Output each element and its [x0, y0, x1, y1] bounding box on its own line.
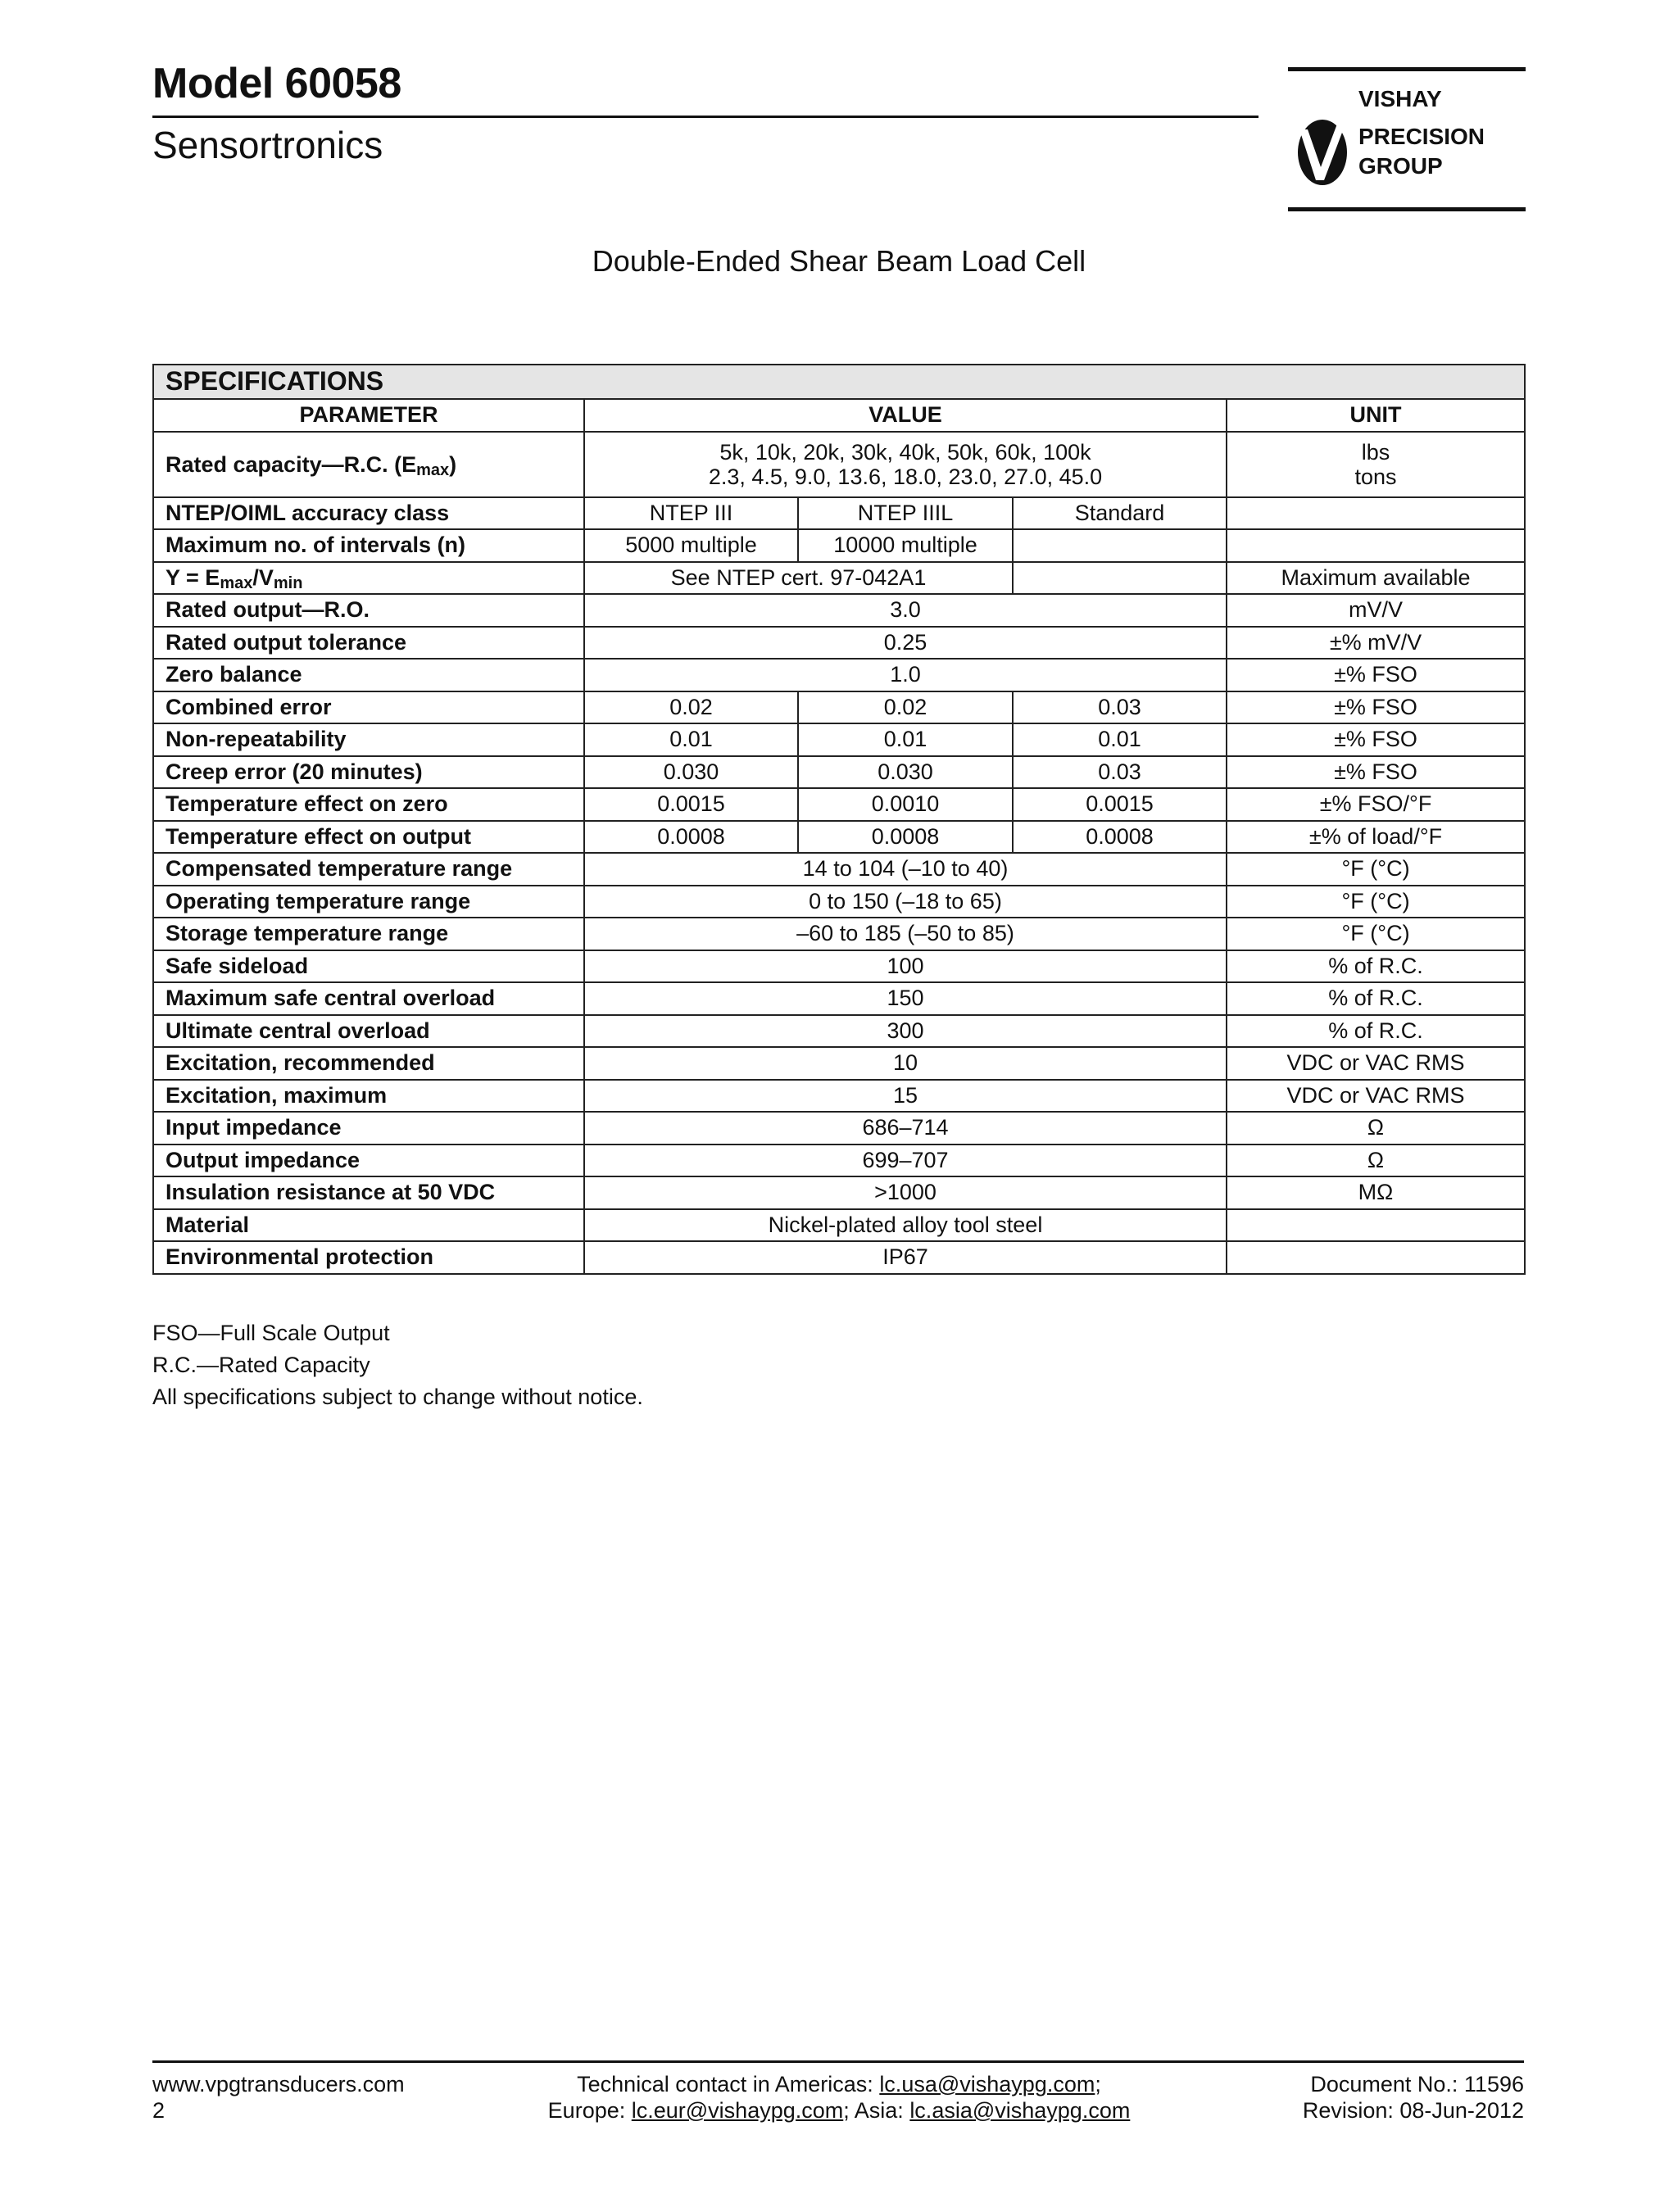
revision-date: Revision: 08-Jun-2012 — [1302, 2098, 1524, 2123]
param-cell: Insulation resistance at 50 VDC — [153, 1176, 584, 1209]
logo-word-precision: PRECISION — [1358, 124, 1485, 149]
table-row-safe-sideload — [153, 950, 1525, 983]
unit-line-tons: tons — [1354, 464, 1397, 489]
value-cell-ntep: See NTEP cert. 97-042A1 — [584, 562, 1013, 595]
param-cell: Input impedance — [153, 1112, 584, 1145]
unit-cell: VDC or VAC RMS — [1227, 1080, 1525, 1113]
param-cell: Compensated temperature range — [153, 853, 584, 886]
value-cell-ntep-iii: 0.030 — [584, 756, 798, 789]
param-cell: Excitation, maximum — [153, 1080, 584, 1113]
table-row-rated-capacity — [153, 432, 1525, 497]
value-cell-standard: 0.0015 — [1013, 788, 1227, 821]
logo-top-rule — [1288, 67, 1526, 71]
value-cell-ntep-iii: 5000 multiple — [584, 529, 798, 562]
unit-cell: ±% FSO — [1227, 691, 1525, 724]
param-cell: Combined error — [153, 691, 584, 724]
param-text-b: /V — [252, 564, 274, 590]
table-row-non-repeatability — [153, 723, 1525, 756]
param-cell: Rated output tolerance — [153, 627, 584, 660]
param-subscript: max — [416, 460, 450, 479]
value-cell: 100 — [584, 950, 1227, 983]
unit-cell: ±% mV/V — [1227, 627, 1525, 660]
unit-cell: Ω — [1227, 1145, 1525, 1177]
param-cell: Temperature effect on output — [153, 821, 584, 854]
unit-cell — [1227, 1209, 1525, 1242]
table-row-input-impedance — [153, 1112, 1525, 1145]
unit-cell: ±% FSO — [1227, 756, 1525, 789]
value-line-tons: 2.3, 4.5, 9.0, 13.6, 18.0, 23.0, 27.0, 45.0 — [708, 464, 1103, 489]
unit-cell: MΩ — [1227, 1176, 1525, 1209]
table-row-max-intervals — [153, 529, 1525, 562]
value-cell-ntep-iii: NTEP III — [584, 497, 798, 530]
table-row-y-ratio — [153, 562, 1525, 595]
param-cell: Temperature effect on zero — [153, 788, 584, 821]
value-cell-standard — [1013, 562, 1227, 595]
param-cell: Material — [153, 1209, 584, 1242]
column-header-unit: UNIT — [1227, 399, 1525, 432]
value-cell-ntep-iiil: 0.0008 — [798, 821, 1013, 854]
table-row-storage-temperature-range — [153, 918, 1525, 950]
unit-cell: ±% FSO — [1227, 723, 1525, 756]
unit-cell: mV/V — [1227, 594, 1525, 627]
value-cell-ntep-iiil: NTEP IIIL — [798, 497, 1013, 530]
unit-cell — [1227, 432, 1525, 497]
value-cell: 300 — [584, 1015, 1227, 1048]
table-row-combined-error — [153, 691, 1525, 724]
param-cell: Maximum safe central overload — [153, 982, 584, 1015]
value-cell: 0 to 150 (–18 to 65) — [584, 886, 1227, 918]
param-cell — [153, 432, 584, 497]
value-cell: –60 to 185 (–50 to 85) — [584, 918, 1227, 950]
param-text — [166, 452, 578, 477]
table-row-compensated-temperature-range — [153, 853, 1525, 886]
logo-bottom-rule — [1288, 207, 1526, 211]
contact-label: Technical contact in Americas: — [577, 2072, 880, 2096]
column-header-value: VALUE — [584, 399, 1227, 432]
table-row-temperature-effect-on-zero — [153, 788, 1525, 821]
value-cell-ntep-iiil: 0.02 — [798, 691, 1013, 724]
param-cell: Creep error (20 minutes) — [153, 756, 584, 789]
param-cell: Storage temperature range — [153, 918, 584, 950]
value-cell-standard: 0.03 — [1013, 691, 1227, 724]
unit-cell: % of R.C. — [1227, 1015, 1525, 1048]
table-row-rated-output-r-o — [153, 594, 1525, 627]
unit-cell — [1227, 497, 1525, 530]
specifications-table — [152, 364, 1526, 1275]
section-title: SPECIFICATIONS — [153, 365, 1525, 399]
table-row-rated-output-tolerance — [153, 627, 1525, 660]
email-link-europe[interactable]: lc.eur@vishaypg.com — [631, 2098, 844, 2123]
footnote: R.C.—Rated Capacity — [152, 1353, 370, 1377]
title-divider — [152, 116, 1258, 118]
value-cell: 0.25 — [584, 627, 1227, 660]
unit-cell: VDC or VAC RMS — [1227, 1047, 1525, 1080]
logo-word-vishay: VISHAY — [1358, 86, 1442, 111]
vpg-v-mark-icon — [1296, 115, 1354, 187]
table-row-insulation-resistance-at-50-vdc — [153, 1176, 1525, 1209]
unit-cell: Maximum available — [1227, 562, 1525, 595]
value-cell-ntep-iiil: 0.01 — [798, 723, 1013, 756]
param-cell: Safe sideload — [153, 950, 584, 983]
unit-cell: ±% FSO — [1227, 659, 1525, 691]
model-title: Model 60058 — [152, 60, 401, 107]
table-row-temperature-effect-on-output — [153, 821, 1525, 854]
footnote: All specifications subject to change without notice. — [152, 1385, 643, 1409]
value-cell — [584, 432, 1227, 497]
footer-right — [1303, 2071, 1524, 2124]
value-cell-ntep-iii: 0.01 — [584, 723, 798, 756]
footnote: FSO—Full Scale Output — [152, 1321, 390, 1345]
param-cell: NTEP/OIML accuracy class — [153, 497, 584, 530]
value-cell-standard: 0.03 — [1013, 756, 1227, 789]
param-cell: Operating temperature range — [153, 886, 584, 918]
value-cell-ntep-iiil: 10000 multiple — [798, 529, 1013, 562]
brand-subtitle: Sensortronics — [152, 124, 383, 166]
value-cell: Nickel-plated alloy tool steel — [584, 1209, 1227, 1242]
unit-cell: ±% of load/°F — [1227, 821, 1525, 854]
unit-cell: °F (°C) — [1227, 918, 1525, 950]
value-cell: 10 — [584, 1047, 1227, 1080]
unit-cell: % of R.C. — [1227, 950, 1525, 983]
unit-cell: ±% FSO/°F — [1227, 788, 1525, 821]
value-cell: 1.0 — [584, 659, 1227, 691]
table-row-accuracy-class — [153, 497, 1525, 530]
contact-label: Europe: — [547, 2098, 632, 2123]
param-cell: Zero balance — [153, 659, 584, 691]
table-row-operating-temperature-range — [153, 886, 1525, 918]
value-cell: 14 to 104 (–10 to 40) — [584, 853, 1227, 886]
footnotes — [152, 1317, 643, 1413]
table-row-maximum-safe-central-overload — [153, 982, 1525, 1015]
value-cell-ntep-iiil: 0.030 — [798, 756, 1013, 789]
email-link-americas[interactable]: lc.usa@vishaypg.com — [879, 2072, 1095, 2096]
param-cell: Output impedance — [153, 1145, 584, 1177]
param-cell: Ultimate central overload — [153, 1015, 584, 1048]
param-text-tail: ) — [449, 451, 457, 477]
table-row-output-impedance — [153, 1145, 1525, 1177]
param-cell: Non-repeatability — [153, 723, 584, 756]
unit-cell: % of R.C. — [1227, 982, 1525, 1015]
value-cell-standard — [1013, 529, 1227, 562]
param-text-main: Rated capacity—R.C. (E — [166, 451, 417, 477]
email-link-asia[interactable]: lc.asia@vishaypg.com — [909, 2098, 1131, 2123]
value-cell: IP67 — [584, 1241, 1227, 1274]
value-cell-standard: 0.0008 — [1013, 821, 1227, 854]
value-cell-standard: Standard — [1013, 497, 1227, 530]
value-cell: 699–707 — [584, 1145, 1227, 1177]
table-row-excitation-maximum — [153, 1080, 1525, 1113]
table-row-material — [153, 1209, 1525, 1242]
table-row-zero-balance — [153, 659, 1525, 691]
param-subscript-max: max — [220, 573, 253, 592]
page-number: 2 — [152, 2098, 166, 2123]
value-cell: 686–714 — [584, 1112, 1227, 1145]
param-subscript-min: min — [273, 573, 303, 592]
document-heading: Double-Ended Shear Beam Load Cell — [592, 244, 1086, 278]
value-cell: 150 — [584, 982, 1227, 1015]
document-number: Document No.: 11596 — [1310, 2072, 1524, 2096]
logo-word-group: GROUP — [1358, 153, 1443, 179]
value-cell-ntep-iiil: 0.0010 — [798, 788, 1013, 821]
unit-cell: °F (°C) — [1227, 853, 1525, 886]
table-row-creep-error-20-minutes — [153, 756, 1525, 789]
param-text-a: Y = E — [166, 564, 220, 590]
table-row-ultimate-central-overload — [153, 1015, 1525, 1048]
param-cell: Environmental protection — [153, 1241, 584, 1274]
param-cell: Rated output—R.O. — [153, 594, 584, 627]
value-cell-ntep-iii: 0.02 — [584, 691, 798, 724]
unit-line-lbs: lbs — [1361, 439, 1390, 465]
column-header-parameter: PARAMETER — [153, 399, 584, 432]
unit-cell — [1227, 529, 1525, 562]
value-cell: 15 — [584, 1080, 1227, 1113]
value-cell: 3.0 — [584, 594, 1227, 627]
unit-cell: °F (°C) — [1227, 886, 1525, 918]
footer-divider — [152, 2060, 1524, 2063]
param-cell: Maximum no. of intervals (n) — [153, 529, 584, 562]
value-cell-ntep-iii: 0.0008 — [584, 821, 798, 854]
value-cell-standard: 0.01 — [1013, 723, 1227, 756]
contact-label: ; Asia: — [843, 2098, 910, 2123]
param-cell — [153, 562, 584, 595]
unit-cell — [1227, 1241, 1525, 1274]
param-cell: Excitation, recommended — [153, 1047, 584, 1080]
website-link[interactable]: www.vpgtransducers.com — [152, 2072, 405, 2096]
table-row-environmental-protection — [153, 1241, 1525, 1274]
value-line-lbs: 5k, 10k, 20k, 30k, 40k, 50k, 60k, 100k — [719, 439, 1091, 465]
contact-punct: ; — [1095, 2072, 1101, 2096]
value-cell-ntep-iii: 0.0015 — [584, 788, 798, 821]
unit-cell: Ω — [1227, 1112, 1525, 1145]
value-cell: >1000 — [584, 1176, 1227, 1209]
table-row-excitation-recommended — [153, 1047, 1525, 1080]
vishay-logo — [1288, 67, 1526, 211]
